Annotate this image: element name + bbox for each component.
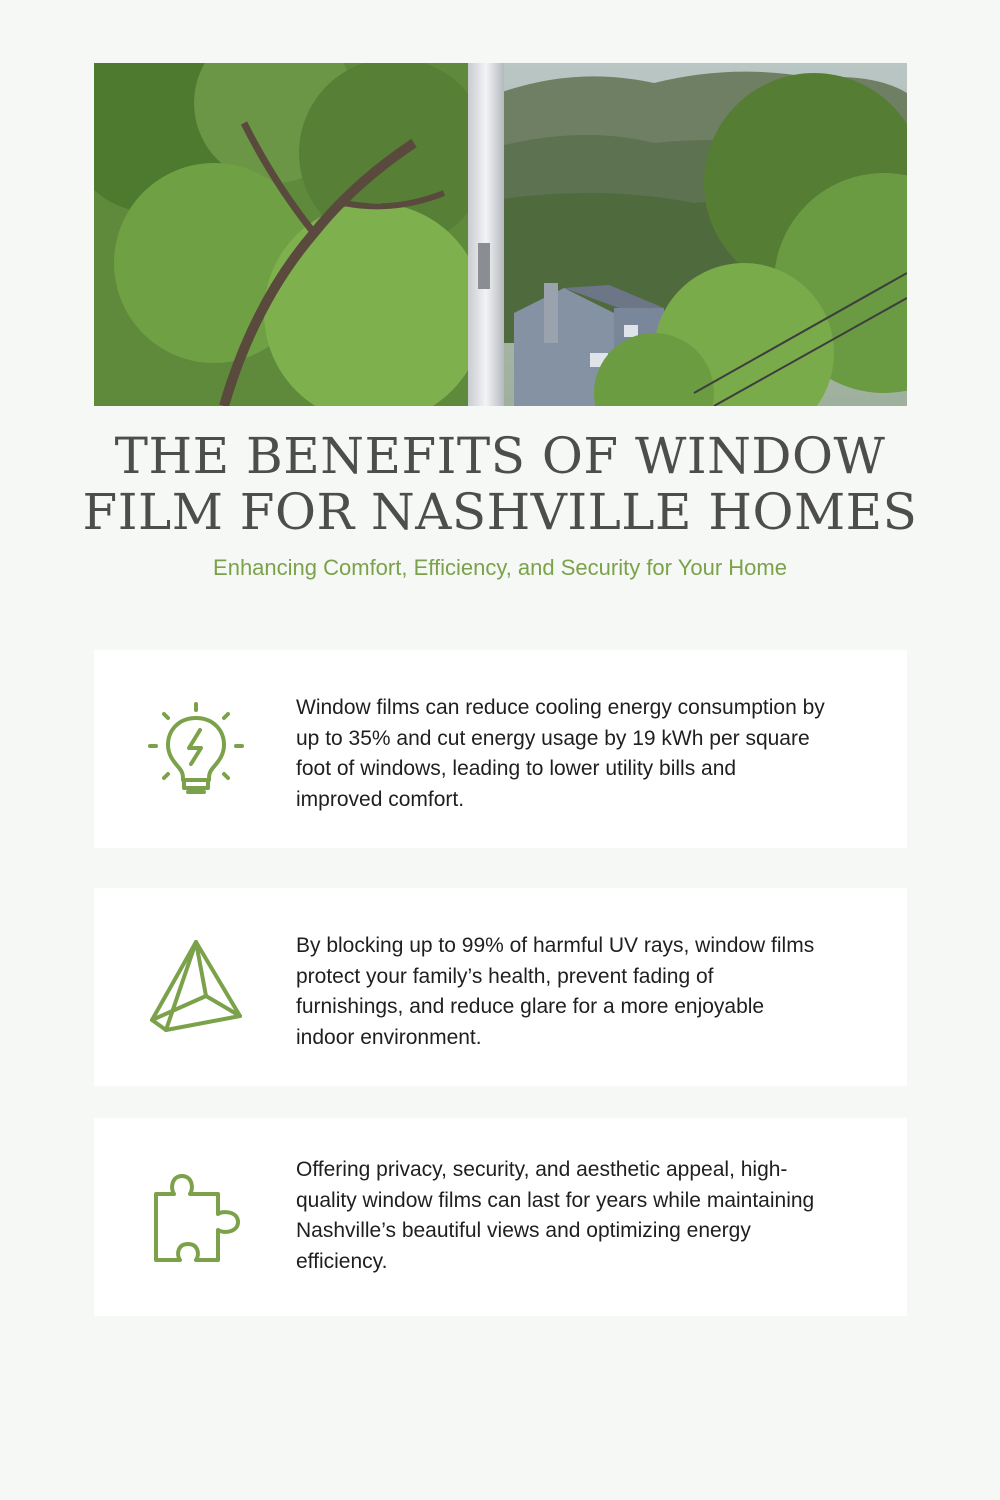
benefit-text-uv: By blocking up to 99% of harmful UV rays, window films protect your family’s health, prevent fading of furnishings, and reduce glare for a more enjoyable indoor environment. xyxy=(296,934,815,1049)
benefit-card-uv xyxy=(94,888,907,1086)
window-view-illustration xyxy=(94,63,907,406)
benefit-text-security: Offering privacy, security, and aesthetic appeal, high-quality window films can last for years while maintaining Nashville’s beautiful views and optimizing energy efficiency. xyxy=(296,1158,815,1273)
pyramid-icon xyxy=(146,938,246,1038)
puzzle-piece-icon xyxy=(146,1168,246,1268)
benefit-card-energy xyxy=(94,650,907,848)
hero-image xyxy=(94,63,907,406)
page-subtitle: Enhancing Comfort, Efficiency, and Security for Your Home xyxy=(213,555,787,580)
benefit-text-energy: Window films can reduce cooling energy consumption by up to 35% and cut energy usage by 19 kWh per square foot of windows, leading to lower utility bills and improved comfort. xyxy=(296,696,825,811)
lightbulb-icon xyxy=(146,700,246,800)
benefit-card-security xyxy=(94,1118,907,1316)
page-title: THE BENEFITS OF WINDOW FILM FOR NASHVILLE HOMES xyxy=(82,427,918,541)
